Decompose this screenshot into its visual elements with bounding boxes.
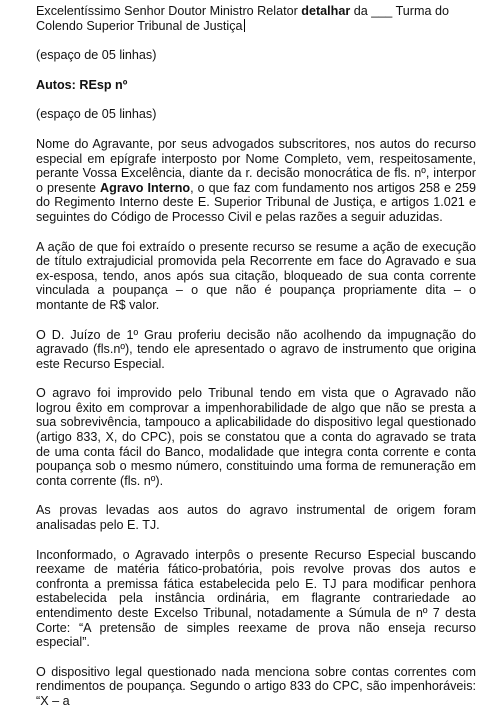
addressee-text-start: Excelentíssimo Senhor Doutor Ministro Relator [36,4,302,18]
intro-paragraph [36,137,476,225]
intro-bold-term: Agravo Interno [100,180,191,195]
addressee-paragraph [36,4,476,33]
document-body [36,4,476,724]
addressee-bold-term: detalhar [301,4,351,18]
body-paragraph-first-instance: O D. Juízo de 1º Grau proferiu decisão não acolhendo da impugnação do agravado (fls.nº), tendo ele apresentado o agravo de instrumento que origina este Recurso Especial. [36,327,476,371]
body-paragraph-appeal-denied: O agravo foi improvido pelo Tribunal tendo em vista que o Agravado não logrou êxito em comprovar a impenhorabilidade de algo que não se presta a sua sobrevivência, tampouco a aplicabilidade do dispositivo legal questionado (artigo 833, X, do CPC), pois se constatou que a conta do agravado se trata de uma conta fácil do Banco, modalidade que integra conta corrente e conta poupança sob o mesmo número, constituindo uma forma de remuneração em conta corrente (fls. nº). [36,386,476,488]
body-paragraph-legal-provision: O dispositivo legal questionado nada menciona sobre contas correntes com rendimentos de poupança. Segundo o artigo 833 do CPC, são impenhoráveis: “X – a [36,664,476,708]
case-title [36,78,476,93]
body-paragraph-special-appeal: Inconformado, o Agravado interpôs o presente Recurso Especial buscando reexame de matéria fático-probatória, pois revolve provas dos autos e confronta a premissa fática estabelecida pelo E. TJ para modificar penhora estabelecida pela instância ordinária, em flagrante contrariedade ao entendimento deste Excelso Tribunal, notadamente a Súmula de nº 7 desta Corte: “A pretensão de simples reexame de prova não enseja recurso especial”. [36,547,476,650]
body-paragraph-execution: A ação de que foi extraído o presente recurso se resume a ação de execução de título extrajudicial promovida pela Recorrente em face do Agravado e sua ex-esposa, tendo, anos após sua citação, bloqueado de sua conta corrente vinculada a poupança – o que não é poupança propriamente dita – o montante de R$ valor. [36,239,476,312]
text-cursor [244,19,245,32]
case-title-text: Autos: REsp nº [36,77,128,92]
spacing-note: (espaço de 05 linhas) [36,48,157,63]
intro-text-start: Nome do Agravante, por seus advogados subscritores, nos autos do recurso especial em epígrafe interposto por Nome Completo, vem, respeitosamente, perante Vossa Excelência, diante da r. decisão monocrática de fls. nº, interpor o presente [36,136,476,195]
body-paragraph-evidence: As provas levadas aos autos do agravo instrumental de origem foram analisadas pelo E. TJ. [36,503,476,533]
intro-text-end: , o que faz com fundamento nos artigos 258 e 259 do Regimento Interno deste E. Superior Tribunal de Justiça, e artigos 1.021 e seguintes do Código de Processo Civil e pelas razões a seguir aduzidas. [36,180,476,224]
addressee-text-end: da ___ Turma do Colendo Superior Tribunal de Justiça [36,4,449,33]
spacing-note: (espaço de 05 linhas) [36,107,157,122]
